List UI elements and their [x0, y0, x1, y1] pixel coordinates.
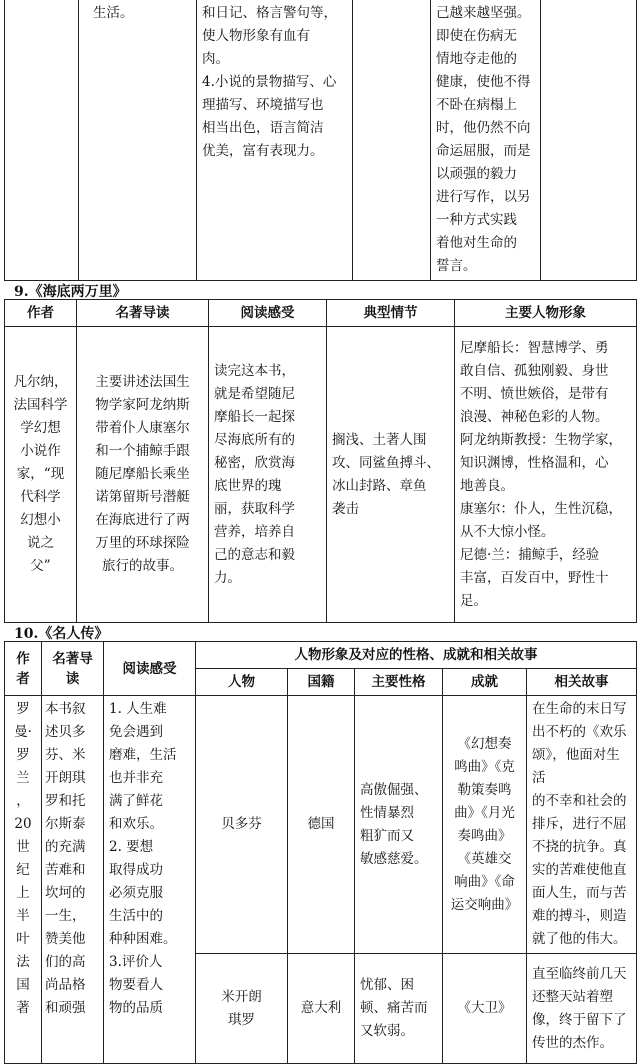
author-cell: 凡尔纳， 法国科学 学幻想 小说作 家，“现 代科学 幻想小 说之 父”: [5, 327, 77, 623]
trait-cell: 忧郁、困 顿、痛苦而 又软弱。: [355, 954, 443, 1064]
author-cell: 罗 曼· 罗 兰 ， 20 世 纪 上 半 叶 法 国 著: [5, 696, 42, 1064]
section9-label: 9.《海底两万里》: [14, 284, 127, 300]
header-guide: 名著导读: [77, 300, 209, 327]
person-cell: 贝多芬: [196, 696, 288, 954]
header-nation: 国籍: [288, 669, 355, 696]
continued-extra-cell: [541, 0, 637, 281]
guide-cell: 主要讲述法国生 物学家阿龙纳斯 带着仆人康塞尔 和一个捕鲸手跟 随尼摩船长乘坐 诺第留斯号潜艇 在海底进行了两 万里的环球探险 旅行的故事。: [77, 327, 209, 623]
header-plot: 典型情节: [327, 300, 455, 327]
header-story: 相关故事: [527, 669, 637, 696]
section9-table: [4, 299, 637, 623]
achievement-cell: 《大卫》: [443, 954, 527, 1064]
header-person: 人物: [196, 669, 288, 696]
header-characters: 主要人物形象: [455, 300, 637, 327]
continued-blank-cell: [5, 0, 79, 281]
guide-cell: 本书叙 述贝多 芬、米 开朗琪 罗和托 尔斯泰 的充满 苦难和 坎坷的 一生， 赞美他 们的高 尚品格 和顽强: [42, 696, 104, 1064]
story-cell: 直至临终前几天 还整天站着塑 像，终于留下了 传世的杰作。: [527, 954, 637, 1064]
feeling-cell: 读完这本书， 就是希望随尼 摩船长一起探 尽海底所有的 秘密，欣赏海 底世界的瑰 丽，获取科学 营养，培养自 己的意志和毅 力。: [209, 327, 327, 623]
continued-plot-cell: [353, 0, 431, 281]
header-achievement: 成就: [443, 669, 527, 696]
achievement-cell: 《幻想奏 鸣曲》《克 勒策奏鸣 曲》《月光 奏鸣曲》 《英雄交 响曲》《命 运交响曲》: [443, 696, 527, 954]
continued-table: [4, 0, 637, 281]
person-cell: 米开朗 琪罗: [196, 954, 288, 1064]
section10-label: 10.《名人传》: [14, 626, 109, 642]
continued-character-cell: 己越来越坚强。 即使在伤病无 情地夺走他的 健康，使他不得 不卧在病榻上 时，他仍然不向 命运屈服，而是 以顽强的毅力 进行写作，以另 一种方式实践 着他对生命的 誓言。: [431, 0, 541, 281]
section10-table: [4, 641, 637, 1064]
nation-cell: 德国: [288, 696, 355, 954]
trait-cell: 高傲倔强、 性情暴烈 粗犷而又 敏感慈爱。: [355, 696, 443, 954]
header-feeling: 阅读感受: [104, 642, 196, 696]
header-feeling: 阅读感受: [209, 300, 327, 327]
nation-cell: 意大利: [288, 954, 355, 1064]
continued-feeling-cell: 和日记、格言警句等， 使人物形象有血有 肉。 4.小说的景物描写、心 理描写、环境描写也 相当出色，语言简洁 优美，富有表现力。: [197, 0, 353, 281]
header-trait: 主要性格: [355, 669, 443, 696]
characters-cell: 尼摩船长：智慧博学、勇 敢自信、孤独刚毅、身世 不明、愤世嫉俗，是带有 浪漫、神秘色彩的人物。 阿龙纳斯教授：生物学家， 知识渊博，性格温和，心 地善良。 康塞尔：仆人，生性沉稳， 从不大惊小怪。 尼德·兰：捕鲸手，经验 丰富，百发百中，野性十 足。: [455, 327, 637, 623]
plot-cell: 搁浅、土著人围 攻、同鲨鱼搏斗、 冰山封路、章鱼 袭击: [327, 327, 455, 623]
continued-guide-cell: 生活。: [79, 0, 197, 281]
story-cell: 在生命的末日写 出不朽的《欢乐 颂》，他面对生活 的不幸和社会的 排斥，进行不屈 不挠的抗争。真 实的苦难使他直 面人生，而与苦 难的搏斗，则造 就了他的伟大。: [527, 696, 637, 954]
header-guide: 名著导 读: [42, 642, 104, 696]
header-author: 作 者: [5, 642, 42, 696]
feeling-cell: 1. 人生难 免会遇到 磨难，生活 也并非充 满了鲜花 和欢乐。 2. 要想 取得成功 必须克服 生活中的 种种困难。 3.评价人 物要看人 物的品质: [104, 696, 196, 1064]
header-author: 作者: [5, 300, 77, 327]
header-group: 人物形象及对应的性格、成就和相关故事: [196, 642, 637, 669]
